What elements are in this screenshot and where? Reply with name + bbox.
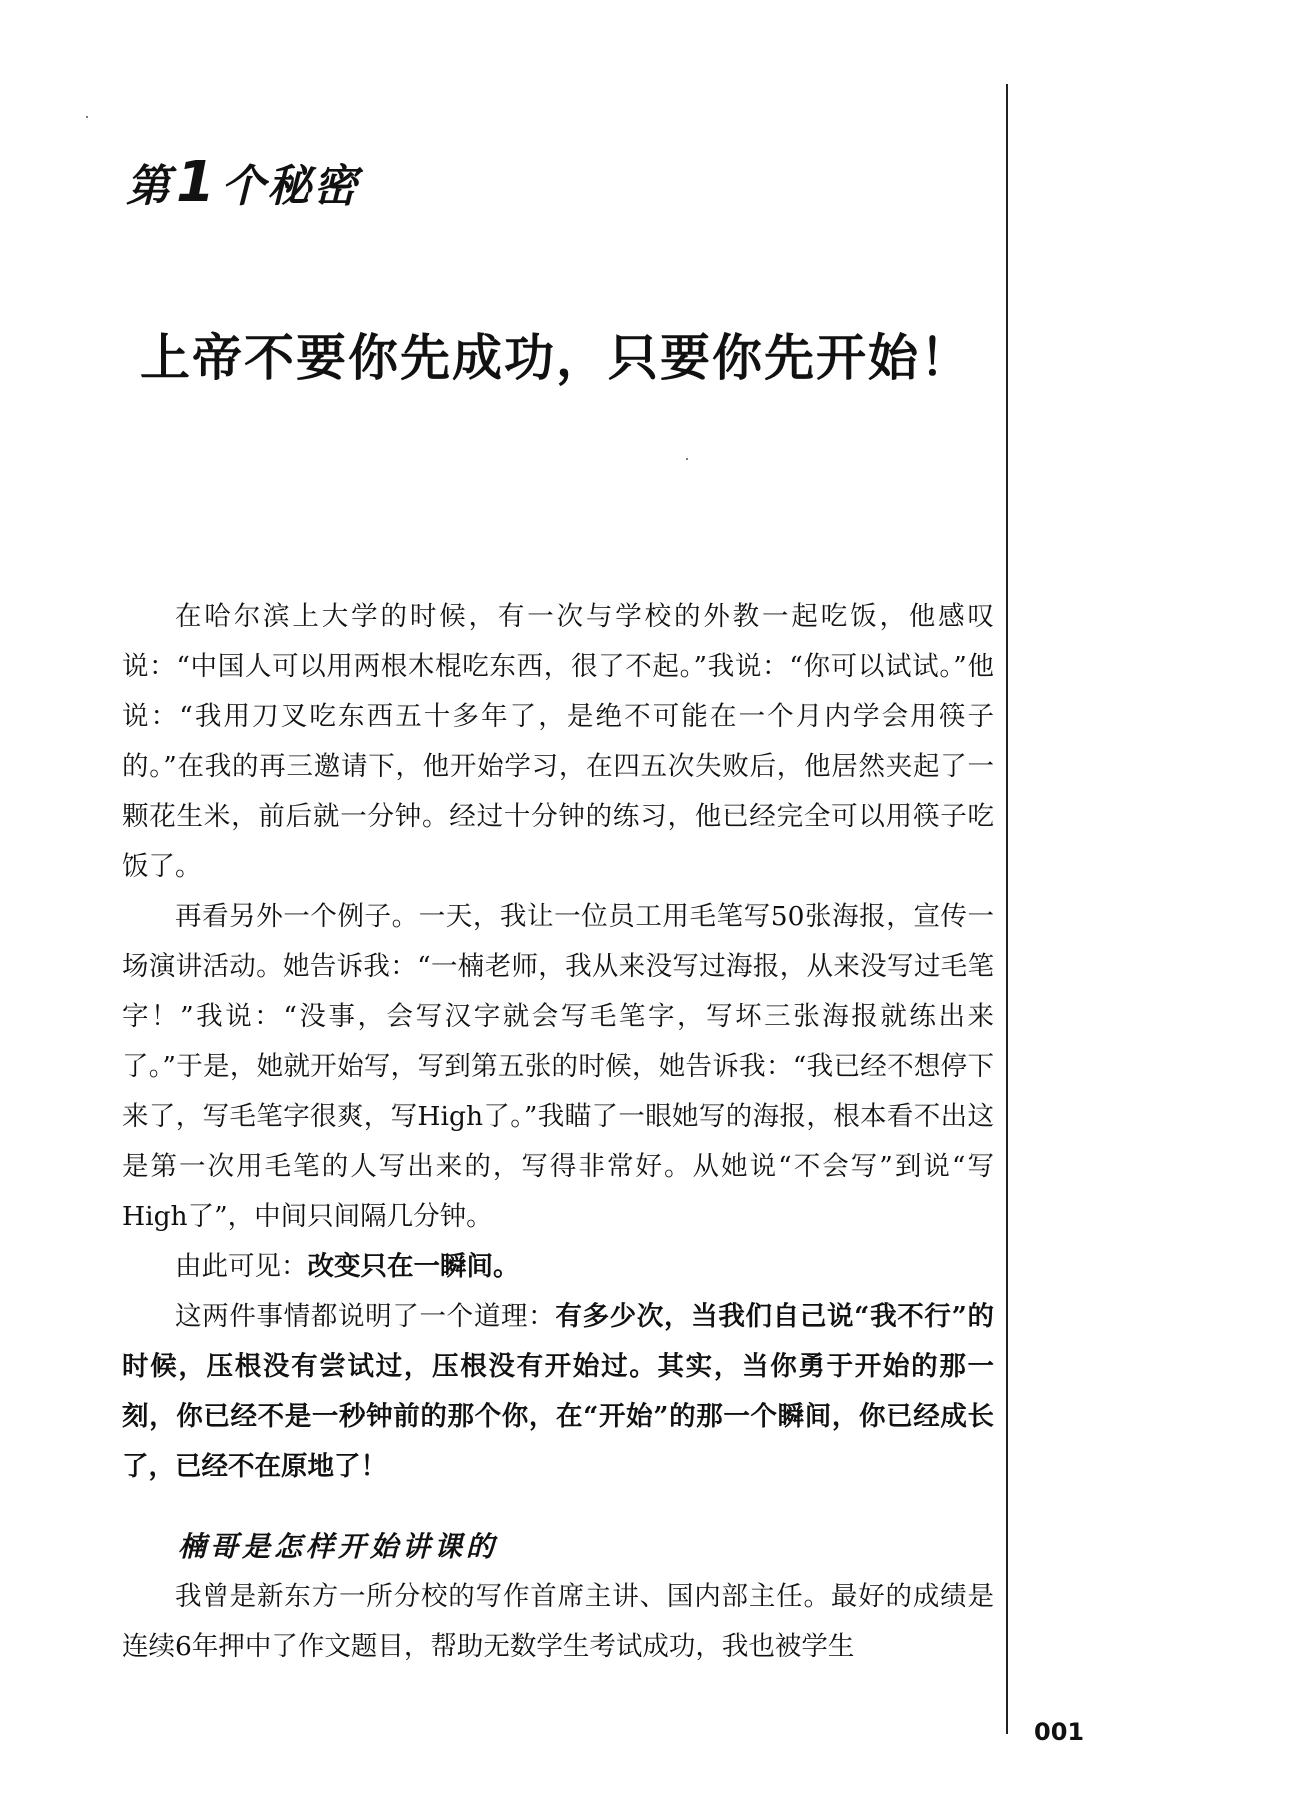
- lesson-lead: 这两件事情都说明了一个道理：: [175, 1301, 556, 1332]
- conclusion-emphasis: 改变只在一瞬间。: [307, 1251, 520, 1282]
- chapter-number: 1: [176, 150, 217, 215]
- paragraph-conclusion: [122, 1242, 994, 1292]
- chapter-label: [126, 150, 359, 215]
- chapter-label-suffix: 个秘密: [220, 161, 359, 212]
- scan-speck: [686, 458, 688, 460]
- margin-rule: [1006, 84, 1008, 1734]
- lesson-emphasis: 有多少次，当我们自己说“我不行”的时候，压根没有尝试过，压根没有开始过。其实，当你勇于开始的那一刻，你已经不是一秒钟前的那个你，在“开始”的那一个瞬间，你已经成长了，已经不在原地了！: [122, 1301, 994, 1482]
- paragraph-teaching: 我曾是新东方一所分校的写作首席主讲、国内部主任。最好的成绩是连续6年押中了作文题目，帮助无数学生考试成功，我也被学生: [122, 1581, 994, 1662]
- page-number: 001: [1034, 1718, 1085, 1746]
- body-text: [122, 592, 994, 1672]
- scan-speck: [86, 116, 88, 118]
- paragraph-chopsticks: 在哈尔滨上大学的时候，有一次与学校的外教一起吃饭，他感叹说：“中国人可以用两根木棍吃东西，很了不起。”我说：“你可以试试。”他说：“我用刀叉吃东西五十多年了，是绝不可能在一个月内学会用筷子的。”在我的再三邀请下，他开始学习，在四五次失败后，他居然夹起了一颗花生米，前后就一分钟。经过十分钟的练习，他已经完全可以用筷子吃饭了。: [122, 601, 994, 882]
- chapter-label-prefix: 第: [126, 161, 172, 212]
- chapter-title: 上帝不要你先成功，只要你先开始！: [140, 328, 972, 387]
- section-heading: 楠哥是怎样开始讲课的: [178, 1530, 499, 1563]
- paragraph-lesson: [122, 1292, 994, 1492]
- paragraph-poster: 再看另外一个例子。一天，我让一位员工用毛笔写50张海报，宣传一场演讲活动。她告诉我：“一楠老师，我从来没写过海报，从来没写过毛笔字！”我说：“没事，会写汉字就会写毛笔字，写坏三张海报就练出来了。”于是，她就开始写，写到第五张的时候，她告诉我：“我已经不想停下来了，写毛笔字很爽，写High了。”我瞄了一眼她写的海报，根本看不出这是第一次用毛笔的人写出来的，写得非常好。从她说“不会写”到说“写High了”，中间只间隔几分钟。: [122, 901, 994, 1232]
- conclusion-lead: 由此可见：: [175, 1251, 308, 1282]
